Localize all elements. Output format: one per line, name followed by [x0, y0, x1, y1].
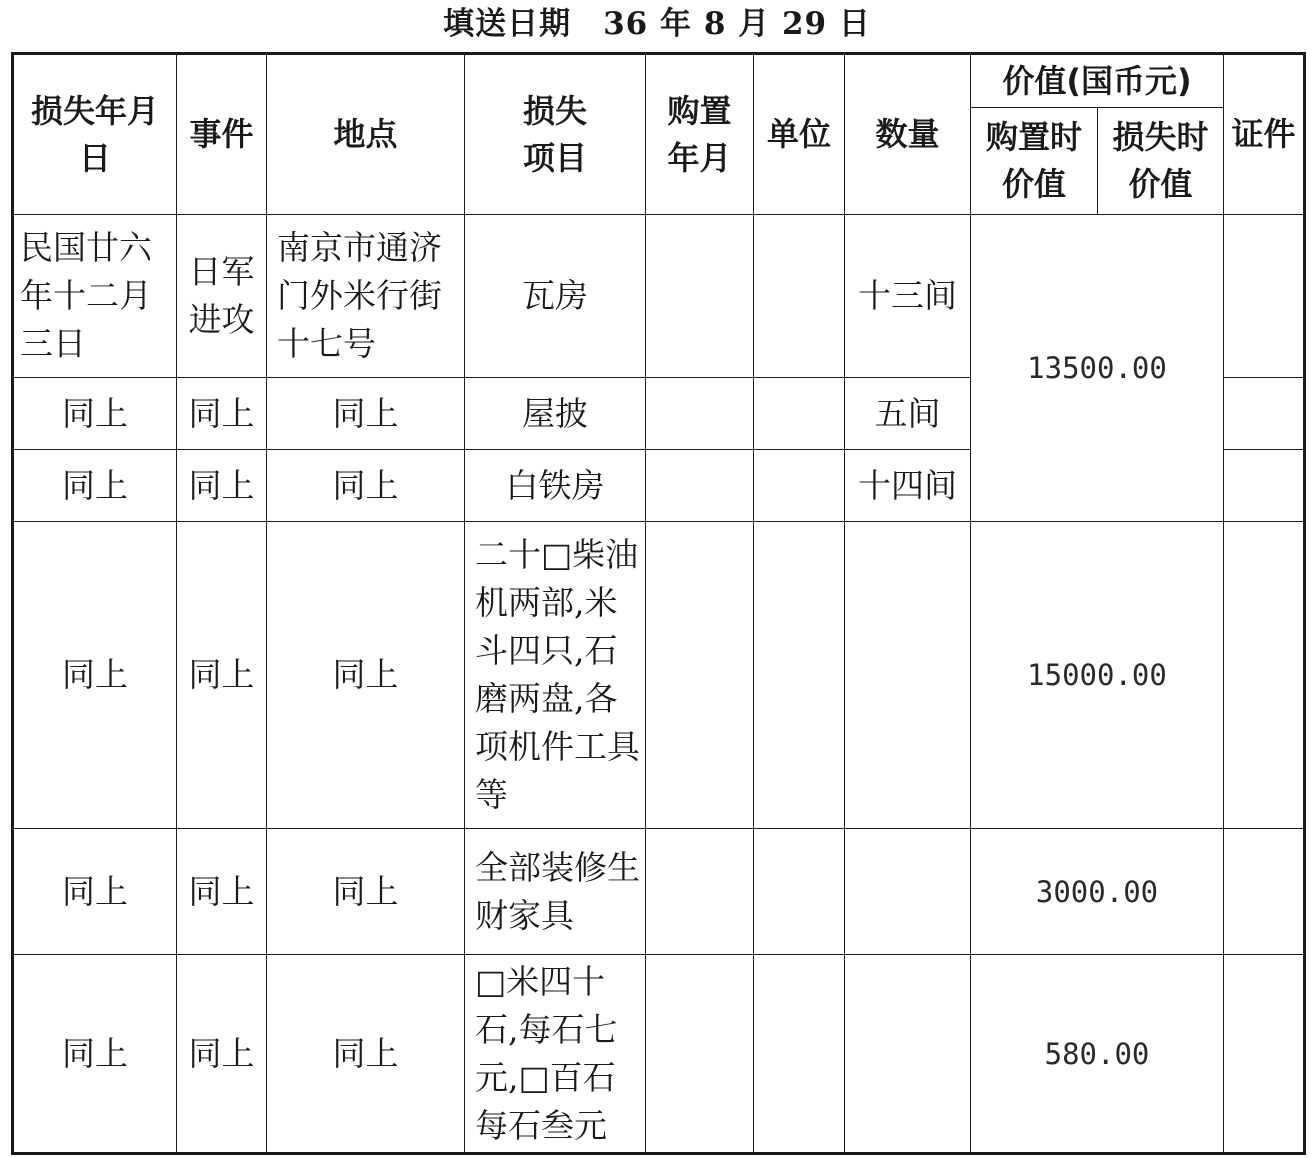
cell-place: 同上 — [267, 955, 465, 1154]
header-purchase-date: 购置年月 — [646, 54, 754, 215]
cell-place: 南京市通济门外米行街十七号 — [267, 215, 465, 378]
header-place: 地点 — [267, 54, 465, 215]
cell-loss-date: 民国廿六年十二月三日 — [13, 215, 177, 378]
cell-event: 同上 — [177, 829, 267, 955]
cell-item: □米四十石,每石七元,□百石每石叁元 — [465, 955, 646, 1154]
header-quantity: 数量 — [845, 54, 971, 215]
header-loss-date: 损失年月日 — [13, 54, 177, 215]
cell-quantity — [845, 829, 971, 955]
cell-item: 屋披 — [465, 378, 646, 450]
table-row — [13, 522, 1305, 829]
cell-unit — [754, 522, 845, 829]
header-unit: 单位 — [754, 54, 845, 215]
cell-event: 同上 — [177, 378, 267, 450]
cell-evidence — [1224, 450, 1305, 522]
cell-evidence — [1224, 829, 1305, 955]
cell-unit — [754, 215, 845, 378]
cell-unit — [754, 829, 845, 955]
cell-item: 瓦房 — [465, 215, 646, 378]
cell-event: 同上 — [177, 955, 267, 1154]
header-value-at-purchase: 购置时价值 — [971, 108, 1098, 215]
table-row — [13, 955, 1305, 1154]
cell-item: 全部装修生财家具 — [465, 829, 646, 955]
fill-date: 填送日期 36 年 8 月 29 日 — [443, 6, 871, 42]
cell-evidence — [1224, 955, 1305, 1154]
cell-quantity: 十四间 — [845, 450, 971, 522]
cell-place: 同上 — [267, 522, 465, 829]
cell-unit — [754, 955, 845, 1154]
cell-value: 15000.00 — [971, 522, 1224, 829]
cell-quantity — [845, 955, 971, 1154]
cell-purchase-date — [646, 215, 754, 378]
cell-evidence — [1224, 522, 1305, 829]
cell-place: 同上 — [267, 378, 465, 450]
header-evidence: 证件 — [1224, 54, 1305, 215]
cell-value: 13500.00 — [971, 215, 1224, 522]
table-row — [13, 829, 1305, 955]
loss-report-table — [11, 52, 1306, 1155]
cell-purchase-date — [646, 378, 754, 450]
cell-item: 二十□柴油机两部,米斗四只,石磨两盘,各项机件工具等 — [465, 522, 646, 829]
cell-event: 日军进攻 — [177, 215, 267, 378]
cell-loss-date: 同上 — [13, 955, 177, 1154]
cell-event: 同上 — [177, 450, 267, 522]
header-loss-item: 损失项目 — [465, 54, 646, 215]
cell-unit — [754, 378, 845, 450]
cell-loss-date: 同上 — [13, 378, 177, 450]
cell-quantity: 十三间 — [845, 215, 971, 378]
cell-quantity: 五间 — [845, 378, 971, 450]
table-row — [13, 215, 1305, 378]
cell-value: 3000.00 — [971, 829, 1224, 955]
cell-loss-date: 同上 — [13, 450, 177, 522]
cell-quantity — [845, 522, 971, 829]
cell-event: 同上 — [177, 522, 267, 829]
cell-purchase-date — [646, 522, 754, 829]
cell-purchase-date — [646, 450, 754, 522]
cell-item: 白铁房 — [465, 450, 646, 522]
header-value-at-loss: 损失时价值 — [1098, 108, 1224, 215]
cell-evidence — [1224, 378, 1305, 450]
cell-unit — [754, 450, 845, 522]
cell-evidence — [1224, 215, 1305, 378]
header-event: 事件 — [177, 54, 267, 215]
cell-place: 同上 — [267, 450, 465, 522]
header-value-group: 价值(国币元) — [971, 54, 1224, 108]
cell-loss-date: 同上 — [13, 522, 177, 829]
cell-loss-date: 同上 — [13, 829, 177, 955]
cell-purchase-date — [646, 829, 754, 955]
cell-value: 580.00 — [971, 955, 1224, 1154]
cell-purchase-date — [646, 955, 754, 1154]
cell-place: 同上 — [267, 829, 465, 955]
